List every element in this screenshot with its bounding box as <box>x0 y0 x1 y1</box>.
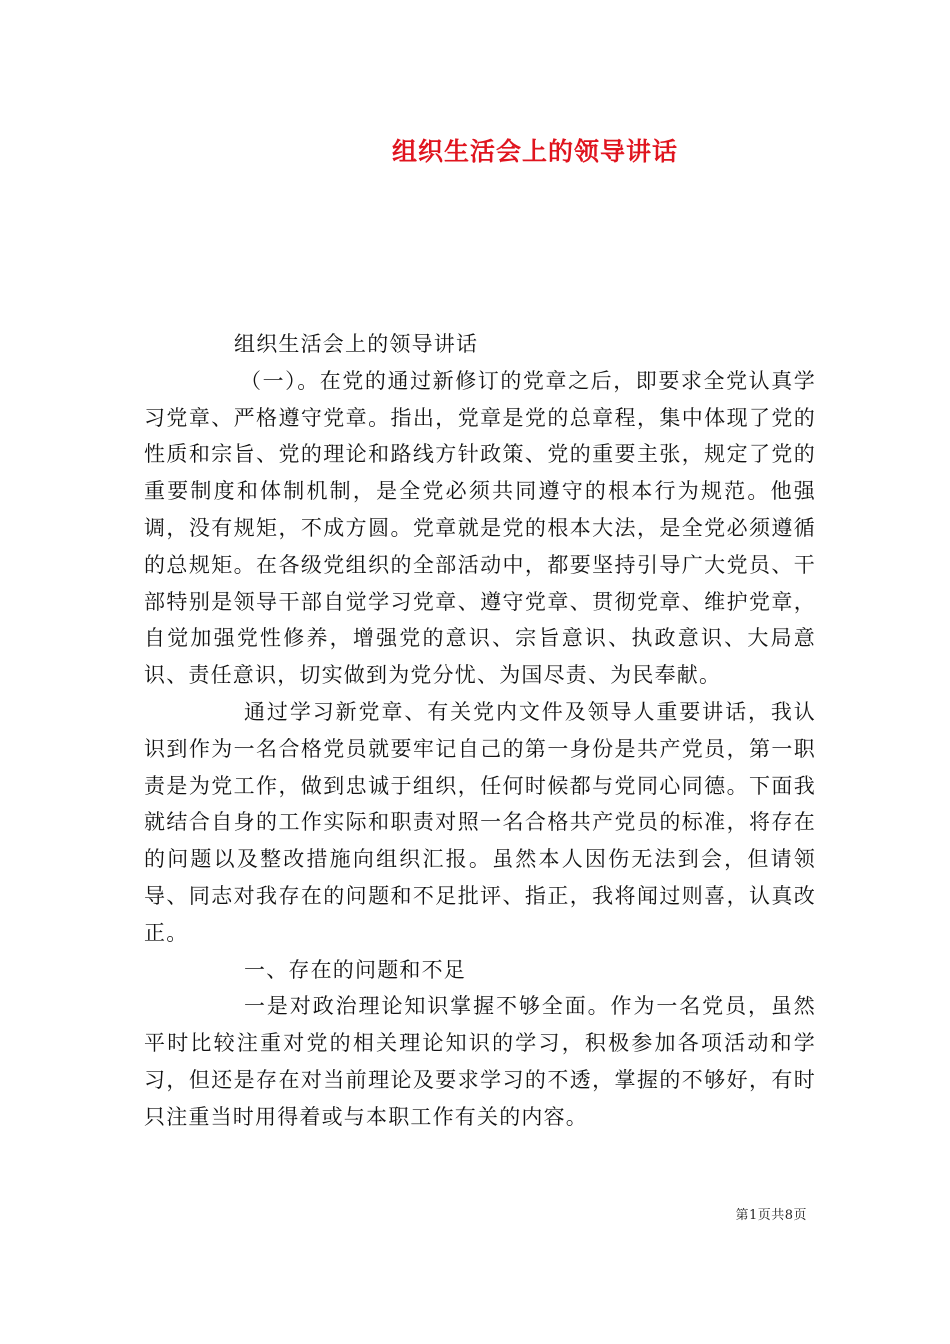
section-heading: 一、存在的问题和不足 <box>244 957 466 982</box>
paragraph: （一）。在党的通过新修订的党章之后，即要求全党认真学习党章、严格遵守党章。指出，党章是党的总章程，集中体现了党的性质和宗旨、党的理论和路线方针政策、党的重要主张，规定了党的重要制度和体制机制，是全党必须共同遵守的根本行为规范。他强调，没有规矩，不成方圆。党章就是党的根本大法，是全党必须遵循的总规矩。在各级党组织的全部活动中，都要坚持引导广大党员、干部特别是领导干部自觉学习党章、遵守党章、贯彻党章、维护党章，自觉加强党性修养，增强党的意识、宗旨意识、执政意识、大局意识、责任意识，切实做到为党分忧、为国尽责、为民奉献。 <box>144 368 816 688</box>
page-number: 第1页共8页 <box>735 1208 807 1223</box>
paragraph: 通过学习新党章、有关党内文件及领导人重要讲话，我认识到作为一名合格党员就要牢记自己的第一身份是共产党员，第一职责是为党工作，做到忠诚于组织，任何时候都与党同心同德。下面我就结合自身的工作实际和职责对照一名合格共产党员的标准，将存在的问题以及整改措施向组织汇报。虽然本人因伤无法到会，但请领导、同志对我存在的问题和不足批评、指正，我将闻过则喜，认真改正。 <box>144 699 816 945</box>
paragraph: 一是对政治理论知识掌握不够全面。作为一名党员，虽然平时比较注重对党的相关理论知识的学习，积极参加各项活动和学习，但还是存在对当前理论及要求学习的不透，掌握的不够好，有时只注重当时用得着或与本职工作有关的内容。 <box>144 994 816 1129</box>
document-title: 组织生活会上的领导讲话 <box>391 137 678 166</box>
document-body <box>144 326 816 1136</box>
body-heading: 组织生活会上的领导讲话 <box>234 332 479 356</box>
